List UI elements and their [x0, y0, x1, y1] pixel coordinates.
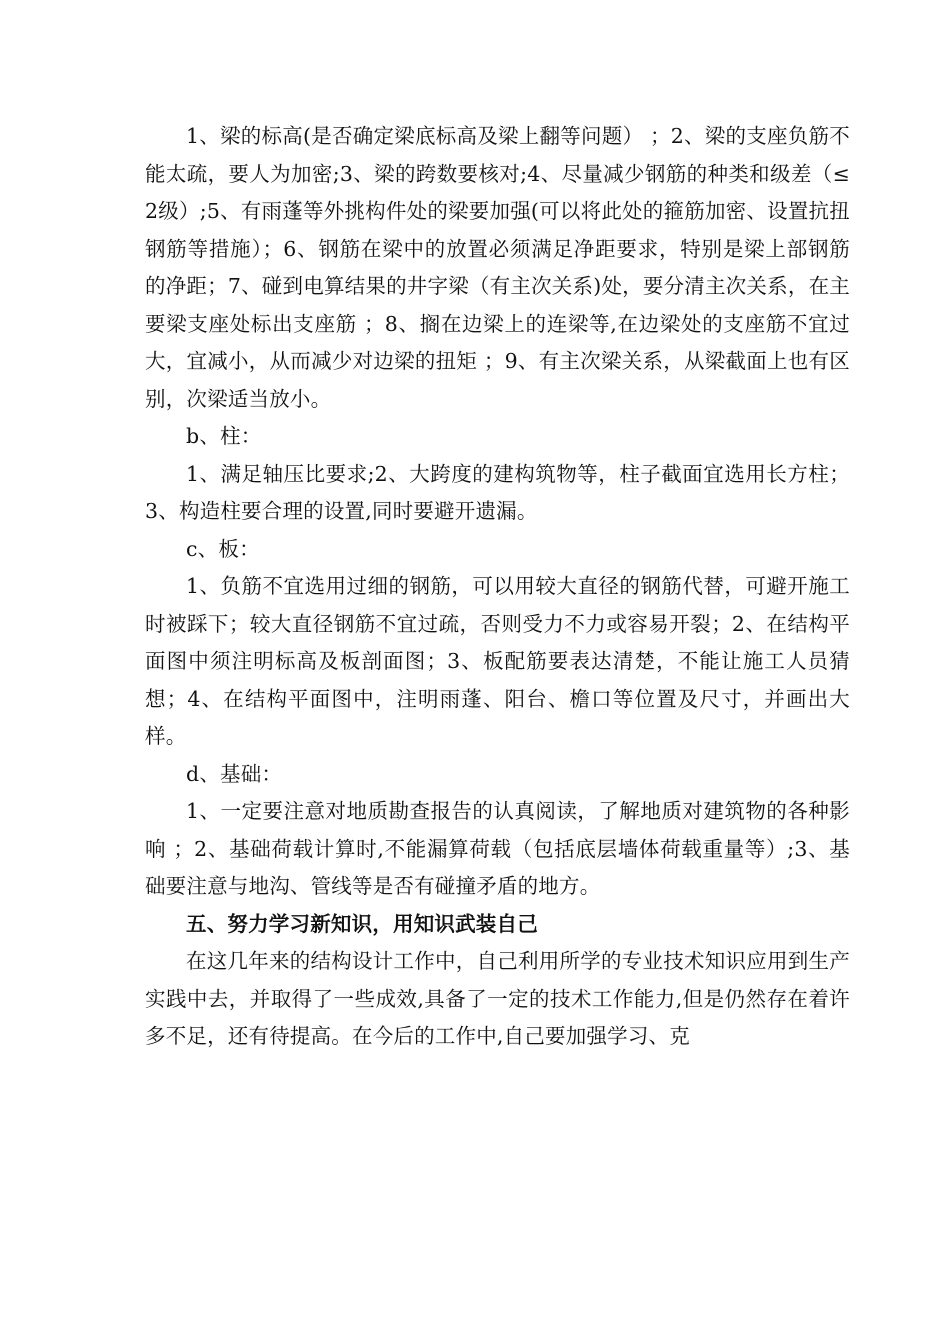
paragraph-slab: 1、负筋不宜选用过细的钢筋，可以用较大直径的钢筋代替，可避开施工时被踩下；较大直径钢筋不宜过疏，否则受力不力或容易开裂；2、在结构平面图中须注明标高及板剖面图；3、板配筋要表达清楚，不能让施工人员猜想；4、在结构平面图中，注明雨蓬、阳台、檐口等位置及尺寸，并画出大样。	[145, 574, 851, 748]
paragraph-learning: 在这几年来的结构设计工作中，自己利用所学的专业技术知识应用到生产实践中去，并取得了一些成效,具备了一定的技术工作能力,但是仍然存在着许多不足，还有待提高。在今后的工作中,自己要加强学习、克	[145, 949, 850, 1048]
document-body	[145, 118, 850, 1056]
section-heading: 五、努力学习新知识，用知识武装自己	[186, 911, 538, 936]
paragraph-beam: 1、梁的标高(是否确定梁底标高及梁上翻等问题） ；2、梁的支座负筋不能太疏，要人为加密;3、梁的跨数要核对;4、尽量减少钢筋的种类和级差（≤2级）;5、有雨蓬等外挑构件处的梁要加强(可以将此处的箍筋加密、设置抗扭钢筋等措施）；6、钢筋在梁中的放置必须满足净距要求，特别是梁上部钢筋的净距；7、碰到电算结果的井字梁（有主次关系)处，要分清主次关系，在主要梁支座处标出支座筋 ；8、搁在边梁上的连梁等,在边梁处的支座筋不宜过大，宜减小，从而减少对边梁的扭矩 ；9、有主次梁关系，从梁截面上也有区别，次梁适当放小。	[145, 124, 850, 411]
paragraph-column: 1、满足轴压比要求;2、大跨度的建构筑物等，柱子截面宜选用长方柱；3、构造柱要合理的设置,同时要避开遗漏。	[145, 461, 850, 523]
subheading-foundation: d、基础：	[186, 761, 283, 786]
subheading-column: b、柱：	[186, 424, 262, 448]
subheading-slab: c、板：	[186, 536, 260, 561]
paragraph-foundation: 1、一定要注意对地质勘查报告的认真阅读，了解地质对建筑物的各种影响 ；2、基础荷载计算时,不能漏算荷载（包括底层墙体荷载重量等）;3、基础要注意与地沟、管线等是否有碰撞矛盾的地方。	[145, 799, 850, 898]
